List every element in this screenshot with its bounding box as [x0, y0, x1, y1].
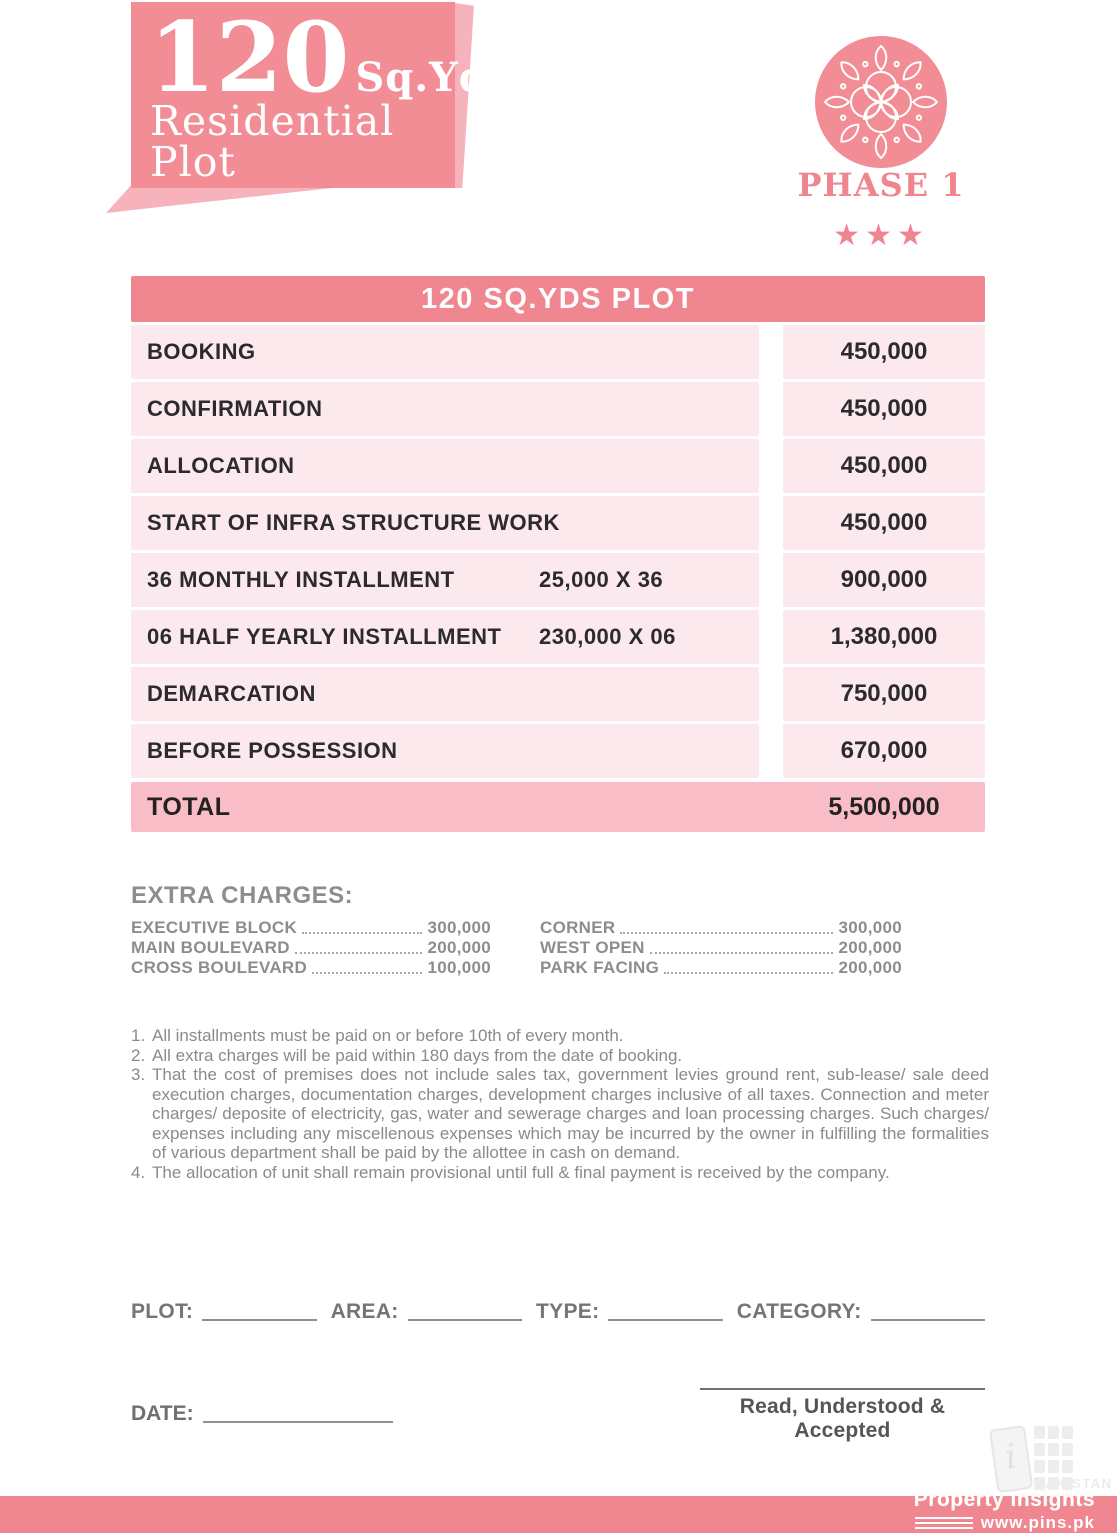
terms-notes: [131, 1026, 989, 1182]
watermark-url: www.pins.pk: [980, 1513, 1095, 1532]
row-amount: 750,000: [783, 667, 985, 721]
charge-item: [131, 918, 491, 938]
table-row: [131, 724, 985, 778]
note-number: 3.: [131, 1065, 146, 1084]
signature-label: Read, Understood & Accepted: [739, 1395, 946, 1442]
dotted-leader: [312, 972, 422, 974]
total-amount: 5,500,000: [828, 792, 940, 821]
row-label: BEFORE POSSESSION: [131, 724, 759, 778]
watermark-url-row: [915, 1513, 1095, 1533]
row-amount: 900,000: [783, 553, 985, 607]
category-field-blank: [871, 1303, 985, 1321]
note-item: [131, 1026, 989, 1046]
charge-item: [540, 938, 902, 958]
mandala-icon: [815, 36, 947, 168]
plot-details-form: [131, 1300, 985, 1324]
dotted-leader: [620, 932, 833, 934]
area-field-label: AREA:: [330, 1300, 399, 1323]
note-number: 1.: [131, 1026, 146, 1045]
signature-block: [700, 1388, 985, 1443]
charge-amount: 200,000: [838, 938, 902, 957]
decorative-lines-icon: [915, 1517, 973, 1530]
total-row: [131, 782, 985, 832]
phase-label: PHASE 1: [797, 166, 965, 204]
type-field-label: TYPE:: [536, 1300, 600, 1323]
row-label: DEMARCATION: [131, 667, 759, 721]
badge-plot-type: Residential Plot: [150, 96, 395, 186]
table-row: [131, 439, 985, 493]
table-row: [131, 610, 985, 664]
payment-plan-table: [131, 276, 985, 832]
table-row: [131, 382, 985, 436]
extra-charges-list: [131, 918, 902, 978]
row-label: [131, 553, 759, 607]
charge-item: [131, 958, 491, 978]
table-row: [131, 667, 985, 721]
dotted-leader: [295, 952, 423, 954]
date-field-label: DATE:: [131, 1402, 194, 1425]
charge-item: [131, 938, 491, 958]
charge-amount: 200,000: [427, 938, 491, 957]
note-number: 2.: [131, 1045, 146, 1065]
extra-charges-right-column: [540, 918, 902, 978]
charge-amount: 100,000: [427, 958, 491, 977]
charge-amount: 300,000: [838, 918, 902, 937]
area-field-blank: [408, 1303, 522, 1321]
date-field: [131, 1402, 393, 1426]
note-item: [131, 1163, 989, 1183]
badge-size-number: 120: [149, 1, 350, 114]
total-label: TOTAL: [147, 792, 231, 821]
date-field-blank: [203, 1405, 393, 1423]
row-amount: 450,000: [783, 325, 985, 379]
table-row: [131, 553, 985, 607]
charge-label: MAIN BOULEVARD: [131, 938, 290, 957]
row-amount: 450,000: [783, 496, 985, 550]
note-item: [131, 1065, 989, 1163]
row-label: CONFIRMATION: [131, 382, 759, 436]
extra-charges-title: EXTRA CHARGES:: [131, 882, 354, 909]
row-amount: 450,000: [783, 439, 985, 493]
dotted-leader: [650, 952, 834, 954]
table-row: [131, 325, 985, 379]
note-number: 4.: [131, 1162, 146, 1182]
charge-item: [540, 918, 902, 938]
svg-text:i: i: [1002, 1436, 1020, 1478]
charge-label: EXECUTIVE BLOCK: [131, 918, 298, 937]
note-item: [131, 1046, 989, 1066]
badge-size-unit: Sq.Yds: [355, 54, 512, 101]
charge-label: CROSS BOULEVARD: [131, 958, 308, 977]
charge-amount: 200,000: [838, 958, 902, 977]
phase-mandala-logo: [815, 36, 947, 168]
note-text: All extra charges will be paid within 180 days from the date of booking.: [152, 1045, 683, 1065]
row-label: START OF INFRA STRUCTURE WORK: [131, 496, 759, 550]
charge-item: [540, 958, 902, 978]
charge-amount: 300,000: [427, 918, 491, 937]
table-title: 120 SQ.YDS PLOT: [131, 276, 985, 322]
watermark-country-label: PAKISTAN: [1036, 1476, 1113, 1491]
dotted-leader: [664, 972, 833, 974]
type-field-blank: [608, 1303, 722, 1321]
charge-label: CORNER: [540, 918, 616, 937]
note-text: The allocation of unit shall remain provisional until full & final payment is received by the company.: [152, 1162, 890, 1182]
rating-stars: ★★★: [833, 219, 929, 252]
badge-size-line: [131, 1, 512, 114]
plot-size-badge: [131, 1, 512, 188]
note-text: That the cost of premises does not include sales tax, government levies ground rent, sub-lease/ sale deed execution charges, documentation charges, development charges inclusive of all taxes. Connection and meter charges/ deposite of electricity, gas, water and sewerage charges and loan processing charges. Such charges/ expenses including any miscellenous expenses which may be incurred by the owner in fulfilling the formalities of various department shall be paid by the allottee in cash on demand.: [152, 1065, 989, 1162]
plot-field-blank: [202, 1303, 316, 1321]
charge-label: PARK FACING: [540, 958, 660, 977]
row-installment-detail: 230,000 X 06: [539, 624, 676, 649]
row-amount: 670,000: [783, 724, 985, 778]
dotted-leader: [302, 932, 422, 934]
plot-field-label: PLOT:: [131, 1300, 194, 1323]
note-text: All installments must be paid on or before 10th of every month.: [152, 1026, 624, 1045]
charge-label: WEST OPEN: [540, 938, 645, 957]
extra-charges-left-column: [131, 918, 491, 978]
row-installment-detail: 25,000 X 36: [539, 567, 664, 592]
row-label-text: 36 MONTHLY INSTALLMENT: [147, 567, 455, 592]
table-row: [131, 496, 985, 550]
row-label: [131, 610, 759, 664]
watermark-brand-label: Property Insights: [913, 1488, 1095, 1511]
row-amount: 450,000: [783, 382, 985, 436]
category-field-label: CATEGORY:: [736, 1300, 862, 1323]
row-label: BOOKING: [131, 325, 759, 379]
badge-fold-bottom: [106, 186, 350, 213]
row-label: ALLOCATION: [131, 439, 759, 493]
row-amount: 1,380,000: [783, 610, 985, 664]
row-label-text: 06 HALF YEARLY INSTALLMENT: [147, 624, 502, 649]
